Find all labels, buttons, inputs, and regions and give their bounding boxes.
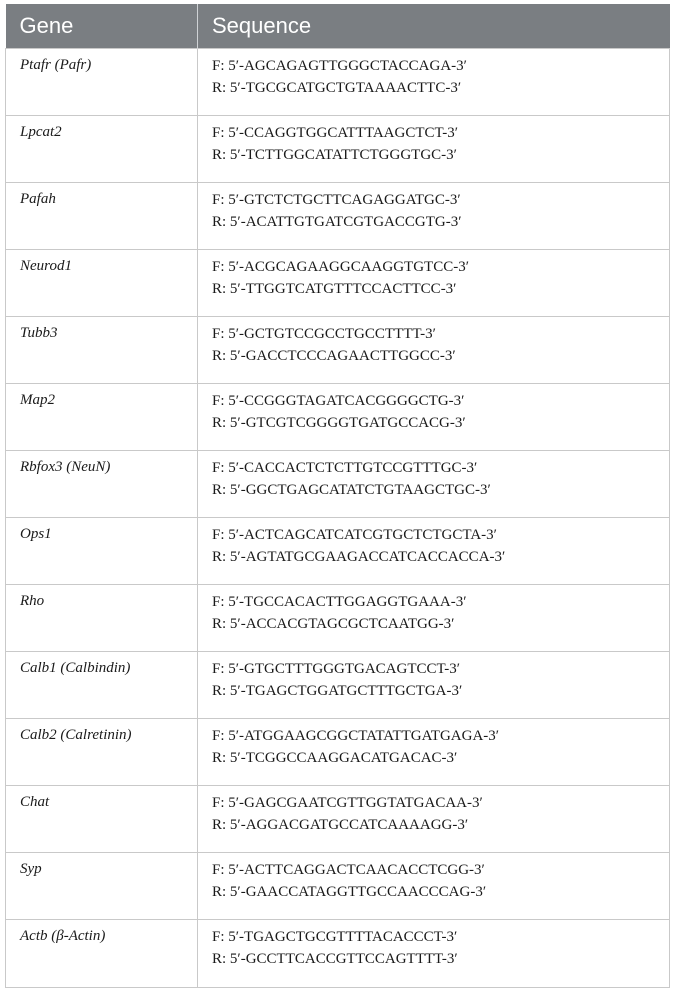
- forward-primer: F: 5′-GAGCGAATCGTTGGTATGACAA-3′: [212, 795, 483, 811]
- gene-name-cell: Chat: [6, 786, 198, 853]
- table-body: [6, 49, 670, 988]
- forward-primer: F: 5′-GCTGTCCGCCTGCCTTTT-3′: [212, 326, 436, 342]
- table-row: [6, 652, 670, 719]
- table-row: [6, 853, 670, 920]
- sequence-cell: [198, 250, 670, 317]
- header-gene: Gene: [6, 4, 198, 49]
- forward-primer: F: 5′-ATGGAAGCGGCTATATTGATGAGA-3′: [212, 728, 500, 744]
- reverse-primer: R: 5′-TGAGCTGGATGCTTTGCTGA-3′: [212, 683, 463, 699]
- reverse-primer: R: 5′-ACATTGTGATCGTGACCGTG-3′: [212, 214, 462, 230]
- forward-primer: F: 5′-CACCACTCTCTTGTCCGTTTGC-3′: [212, 460, 478, 476]
- forward-primer: F: 5′-CCGGGTAGATCACGGGGCTG-3′: [212, 393, 465, 409]
- reverse-primer: R: 5′-GAACCATAGGTTGCCAACCCAG-3′: [212, 884, 487, 900]
- forward-primer: F: 5′-GTCTCTGCTTCAGAGGATGC-3′: [212, 192, 461, 208]
- table-row: [6, 920, 670, 988]
- table-row: [6, 384, 670, 451]
- table-row: [6, 719, 670, 786]
- reverse-primer: R: 5′-AGGACGATGCCATCAAAAGG-3′: [212, 817, 469, 833]
- reverse-primer: R: 5′-GGCTGAGCATATCTGTAAGCTGC-3′: [212, 482, 491, 498]
- sequence-cell: [198, 920, 670, 988]
- table-row: [6, 451, 670, 518]
- gene-name-cell: Calb2 (Calretinin): [6, 719, 198, 786]
- forward-primer: F: 5′-TGAGCTGCGTTTTACACCCT-3′: [212, 929, 458, 945]
- sequence-cell: [198, 49, 670, 116]
- reverse-primer: R: 5′-GCCTTCACCGTTCCAGTTTT-3′: [212, 951, 458, 967]
- reverse-primer: R: 5′-ACCACGTAGCGCTCAATGG-3′: [212, 616, 455, 632]
- sequence-cell: [198, 853, 670, 920]
- forward-primer: F: 5′-AGCAGAGTTGGGCTACCAGA-3′: [212, 58, 467, 74]
- table-row: [6, 786, 670, 853]
- gene-name-cell: Actb (β-Actin): [6, 920, 198, 988]
- table-row: [6, 317, 670, 384]
- sequence-cell: [198, 451, 670, 518]
- reverse-primer: R: 5′-TCTTGGCATATTCTGGGTGC-3′: [212, 147, 457, 163]
- primer-table: [5, 4, 670, 988]
- sequence-cell: [198, 786, 670, 853]
- gene-name-cell: Rbfox3 (NeuN): [6, 451, 198, 518]
- table-row: [6, 518, 670, 585]
- forward-primer: F: 5′-GTGCTTTGGGTGACAGTCCT-3′: [212, 661, 461, 677]
- gene-name-cell: Ptafr (Pafr): [6, 49, 198, 116]
- sequence-cell: [198, 317, 670, 384]
- gene-name-cell: Calb1 (Calbindin): [6, 652, 198, 719]
- forward-primer: F: 5′-TGCCACACTTGGAGGTGAAA-3′: [212, 594, 467, 610]
- sequence-cell: [198, 183, 670, 250]
- table-row: [6, 250, 670, 317]
- sequence-cell: [198, 384, 670, 451]
- gene-name-cell: Neurod1: [6, 250, 198, 317]
- reverse-primer: R: 5′-AGTATGCGAAGACCATCACCACCA-3′: [212, 549, 506, 565]
- header-row: [6, 4, 670, 49]
- table-row: [6, 49, 670, 116]
- table-row: [6, 183, 670, 250]
- gene-name-cell: Pafah: [6, 183, 198, 250]
- table-row: [6, 585, 670, 652]
- sequence-cell: [198, 585, 670, 652]
- reverse-primer: R: 5′-GTCGTCGGGGTGATGCCACG-3′: [212, 415, 466, 431]
- reverse-primer: R: 5′-TGCGCATGCTGTAAAACTTC-3′: [212, 80, 462, 96]
- header-sequence: Sequence: [198, 4, 670, 49]
- forward-primer: F: 5′-ACTCAGCATCATCGTGCTCTGCTA-3′: [212, 527, 497, 543]
- sequence-cell: [198, 719, 670, 786]
- reverse-primer: R: 5′-GACCTCCCAGAACTTGGCC-3′: [212, 348, 456, 364]
- table-header: [6, 4, 670, 49]
- forward-primer: F: 5′-CCAGGTGGCATTTAAGCTCT-3′: [212, 125, 459, 141]
- gene-name-cell: Rho: [6, 585, 198, 652]
- forward-primer: F: 5′-ACGCAGAAGGCAAGGTGTCC-3′: [212, 259, 469, 275]
- sequence-cell: [198, 518, 670, 585]
- reverse-primer: R: 5′-TCGGCCAAGGACATGACAC-3′: [212, 750, 458, 766]
- sequence-cell: [198, 116, 670, 183]
- gene-name-cell: Lpcat2: [6, 116, 198, 183]
- gene-name-cell: Map2: [6, 384, 198, 451]
- gene-name-cell: Ops1: [6, 518, 198, 585]
- reverse-primer: R: 5′-TTGGTCATGTTTCCACTTCC-3′: [212, 281, 457, 297]
- table-row: [6, 116, 670, 183]
- sequence-cell: [198, 652, 670, 719]
- gene-name-cell: Syp: [6, 853, 198, 920]
- gene-name-cell: Tubb3: [6, 317, 198, 384]
- forward-primer: F: 5′-ACTTCAGGACTCAACACCTCGG-3′: [212, 862, 485, 878]
